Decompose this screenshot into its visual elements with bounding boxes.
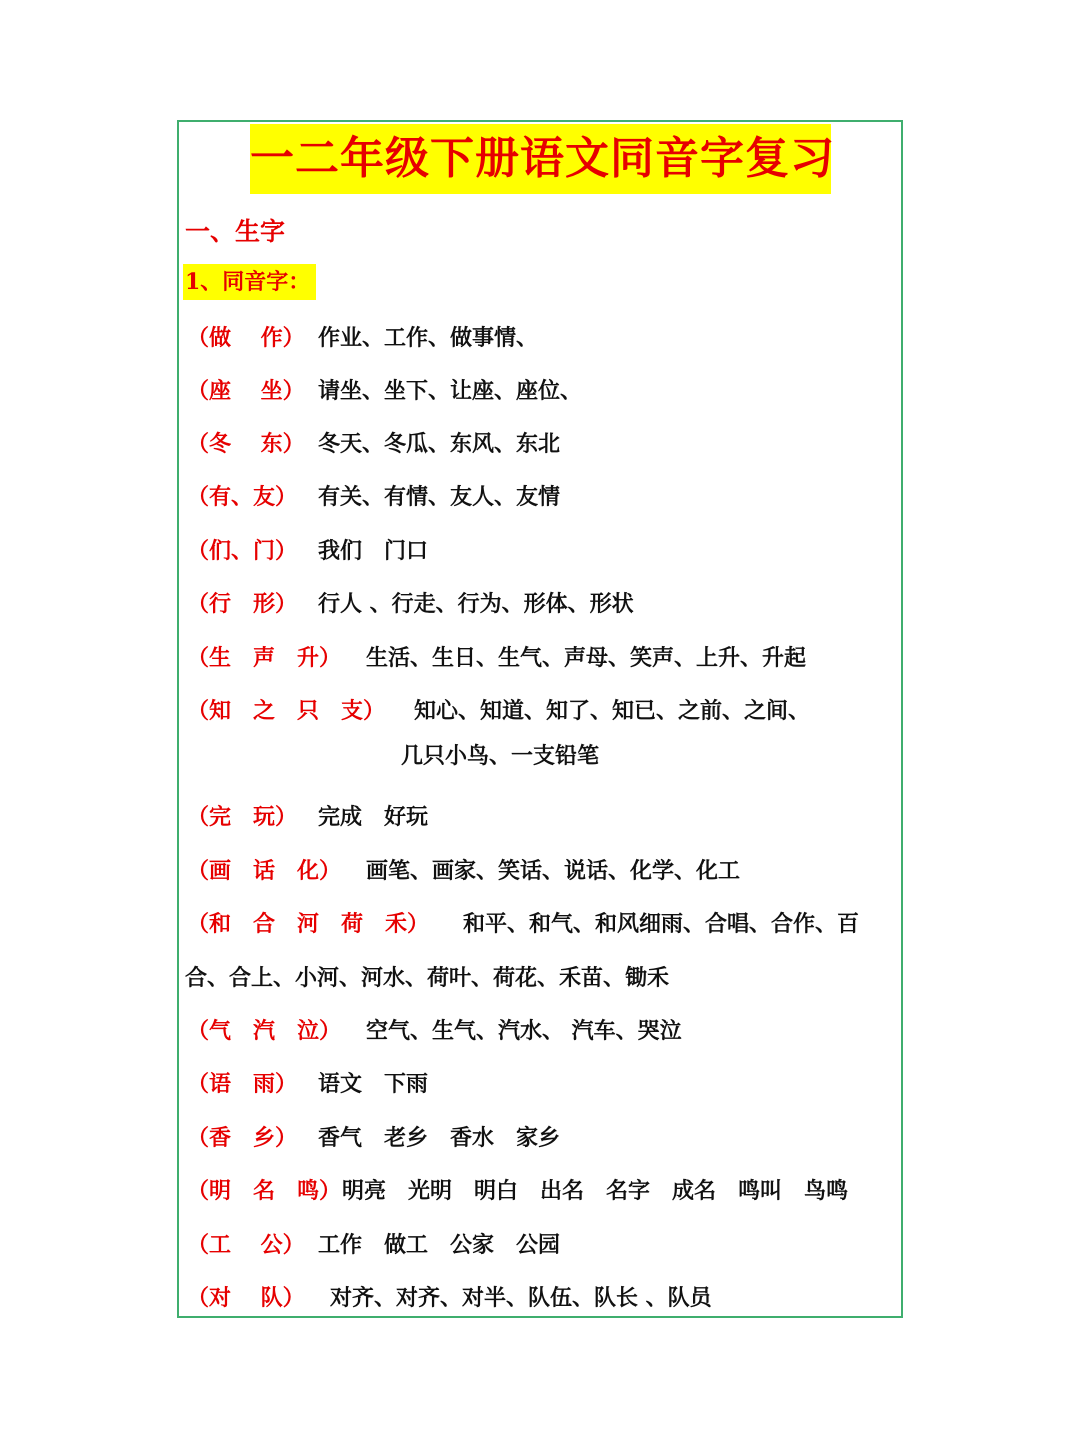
entry-chars: （冬 东）: [187, 431, 305, 457]
entry-chars: （香 乡）: [187, 1125, 298, 1151]
entry-words: 香气 老乡 香水 家乡: [318, 1125, 561, 1151]
entry-row: [187, 1171, 848, 1211]
entry-chars: （做 作）: [187, 325, 305, 351]
entry-row: [187, 477, 560, 517]
entry-row: [187, 1064, 428, 1104]
entry-words: 画笔、画家、笑话、说话、化学、化工: [366, 858, 741, 884]
entry-chars: （们、门）: [187, 538, 298, 564]
entry-chars: （行 形）: [187, 591, 298, 617]
entry-continuation: 几只小鸟、一支铅笔: [401, 743, 600, 769]
entry-words: 请坐、坐下、让座、座位、: [318, 378, 583, 404]
entry-row: [187, 531, 428, 571]
entry-words: 工作 做工 公家 公园: [318, 1232, 561, 1258]
entry-chars: （工 公）: [187, 1232, 305, 1258]
entry-chars: （对 队）: [187, 1285, 305, 1311]
document-page: [177, 120, 903, 1318]
entry-words: 完成 好玩: [318, 804, 429, 830]
entry-words: 语文 下雨: [318, 1071, 429, 1097]
entry-chars: （完 玩）: [187, 804, 298, 830]
entry-row: [187, 904, 859, 944]
entry-words: 和平、和气、和风细雨、合唱、合作、百: [463, 911, 860, 937]
entry-words: 我们 门口: [318, 538, 429, 564]
entry-words: 冬天、冬瓜、东风、东北: [318, 431, 561, 457]
entry-row: [187, 1225, 560, 1265]
entry-words: 空气、生气、汽水、 汽车、哭泣: [366, 1018, 682, 1044]
entry-chars: （画 话 化）: [187, 858, 342, 884]
entry-chars: （和 合 河 荷 禾）: [187, 911, 430, 937]
entry-words: 有关、有情、友人、友情: [318, 484, 561, 510]
entry-continuation: 合、合上、小河、河水、荷叶、荷花、禾苗、锄禾: [185, 965, 670, 991]
section-heading: 一、生字: [185, 217, 286, 246]
entry-row: [187, 851, 740, 891]
entry-words: 行人 、行走、行为、形体、形状: [318, 591, 634, 617]
entry-words: 知心、知道、知了、知已、之前、之间、: [414, 698, 811, 724]
entry-row: [187, 1011, 682, 1051]
entry-row: [187, 797, 428, 837]
entry-chars: （明 名 鸣）: [187, 1178, 342, 1204]
entry-words: 生活、生日、生气、声母、笑声、上升、升起: [366, 645, 807, 671]
entry-words: 对齐、对齐、对半、队伍、队长 、队员: [330, 1285, 712, 1311]
entry-row: [187, 371, 582, 411]
entry-row: [187, 638, 806, 678]
entry-chars: （生 声 升）: [187, 645, 342, 671]
subheading: 1、同音字：: [183, 264, 316, 300]
entry-chars: （座 坐）: [187, 378, 305, 404]
entry-chars: （有、友）: [187, 484, 298, 510]
entry-words: 作业、工作、做事情、: [318, 325, 539, 351]
entry-row: [187, 1118, 560, 1158]
entry-row: [187, 584, 634, 624]
entry-words: 明亮 光明 明白 出名 名字 成名 鸣叫 鸟鸣: [342, 1178, 849, 1204]
entry-row: [187, 1278, 712, 1318]
entry-row: [187, 691, 810, 731]
entry-chars: （知 之 只 支）: [187, 698, 386, 724]
entry-row: [187, 318, 538, 358]
entry-chars: （语 雨）: [187, 1071, 298, 1097]
entry-row: [187, 424, 560, 464]
page-title: 一二年级下册语文同音字复习: [250, 124, 831, 194]
entry-chars: （气 汽 泣）: [187, 1018, 342, 1044]
